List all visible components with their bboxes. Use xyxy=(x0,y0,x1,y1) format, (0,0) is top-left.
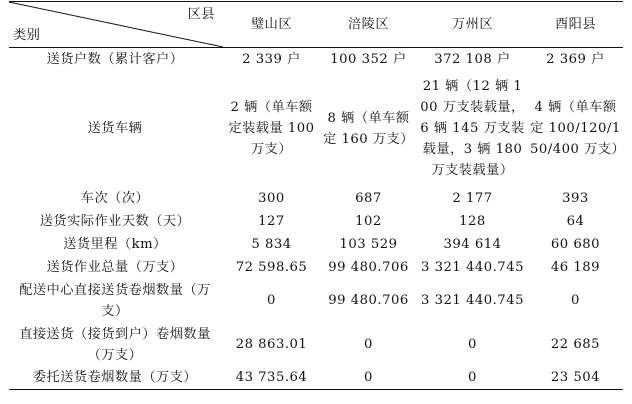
row-label: 配送中心直接送货卷烟数量（万支） xyxy=(19,282,211,319)
corner-label-category: 类别 xyxy=(13,28,41,43)
table-cell: 0 xyxy=(364,337,373,352)
table-cell: 99 480.706 xyxy=(328,293,409,308)
table-cell: 5 834 xyxy=(251,236,292,252)
table-row xyxy=(9,210,623,233)
column-header-bishan: 璧山区 xyxy=(223,2,320,48)
table-cell: 72 598.65 xyxy=(235,259,308,275)
table-cell: 300 xyxy=(258,190,285,206)
column-header-wanzhou: 万州区 xyxy=(417,2,528,48)
row-label: 送货作业总量（万支） xyxy=(46,259,184,275)
delivery-comparison-table xyxy=(9,1,626,390)
table-cell: 2 339 户 xyxy=(242,51,301,67)
row-label: 直接送货（接货到户）卷烟数量（万支） xyxy=(19,326,211,363)
table-cell: 22 685 xyxy=(550,337,601,352)
diagonal-header-cell xyxy=(9,2,223,48)
table-cell: 393 xyxy=(562,190,589,206)
corner-label-district: 区县 xyxy=(187,7,215,22)
table-cell: 0 xyxy=(468,337,477,352)
table-row xyxy=(9,256,623,279)
table-row xyxy=(9,233,623,256)
table-cell: 0 xyxy=(320,367,417,390)
row-label: 送货实际作业天数（天） xyxy=(39,213,191,229)
table-cell: 99 480.706 xyxy=(328,259,409,275)
table-cell: 687 xyxy=(355,190,382,206)
row-label: 车次（次） xyxy=(80,190,150,206)
table-cell: 43 735.64 xyxy=(223,367,320,390)
table-cell: 2 369 户 xyxy=(546,51,605,67)
row-label: 委托送货卷烟数量（万支） xyxy=(9,367,223,390)
row-label: 送货里程（km） xyxy=(63,236,167,252)
table-cell: 103 529 xyxy=(339,236,398,252)
table-cell: 394 614 xyxy=(443,236,502,252)
table-cell: 64 xyxy=(566,213,585,229)
column-header-fuling: 涪陵区 xyxy=(320,2,417,48)
table-cell: 0 xyxy=(417,367,528,390)
table-cell: 128 xyxy=(459,213,486,229)
table-cell: 60 680 xyxy=(550,236,601,252)
table-cell: 23 504 xyxy=(528,367,623,390)
table-row xyxy=(9,323,623,367)
header-row xyxy=(9,2,623,48)
table-cell: 102 xyxy=(355,213,382,229)
table-row xyxy=(9,279,623,323)
table-cell: 372 108 户 xyxy=(434,51,511,67)
table-row xyxy=(9,187,623,210)
row-label: 送货车辆 xyxy=(87,121,143,136)
table-cell: 4 辆（单车额定 100/120/150/400 万支） xyxy=(530,100,626,157)
table-cell: 2 177 xyxy=(452,190,493,206)
table-cell: 28 863.01 xyxy=(235,337,308,352)
table-row xyxy=(9,71,623,187)
table-cell: 127 xyxy=(258,213,285,229)
table-cell: 2 辆（单车额定装载量 100 万支） xyxy=(228,100,315,157)
table-cell: 3 321 440.745 xyxy=(421,293,524,308)
table-cell: 3 321 440.745 xyxy=(421,259,524,275)
table-row xyxy=(9,48,623,71)
table-cell: 8 辆（单车额定 160 万支） xyxy=(323,110,414,147)
row-label: 送货户数（累计客户） xyxy=(46,51,184,67)
table-cell: 100 352 户 xyxy=(330,51,407,67)
table-row xyxy=(9,367,623,390)
table-cell: 0 xyxy=(571,293,580,308)
table-cell: 46 189 xyxy=(550,259,601,275)
column-header-youyang: 酉阳县 xyxy=(528,2,623,48)
table-cell: 21 辆（12 辆 100 万支装载量，6 辆 145 万支装载量，3 辆 180 万支装载量） xyxy=(420,79,525,178)
table-cell: 0 xyxy=(267,293,276,308)
data-table-container xyxy=(9,1,626,390)
